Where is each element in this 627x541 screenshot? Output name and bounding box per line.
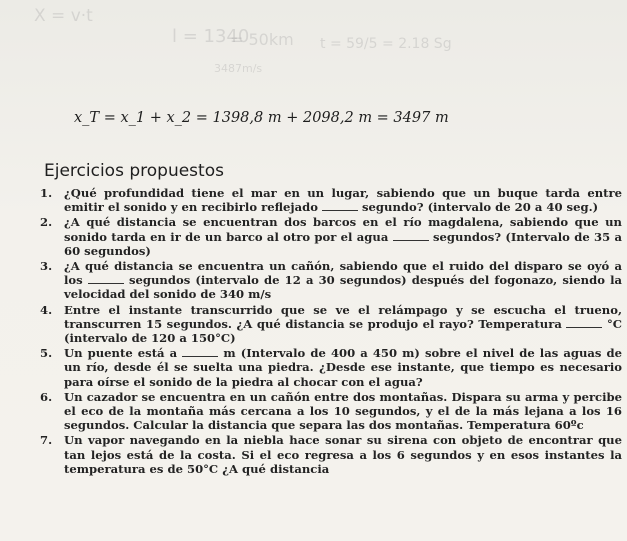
exercise-number: 4. <box>40 302 53 317</box>
ghost-note: X = v·t <box>34 6 93 26</box>
exercise-text: segundos? (Intervalo de 35 a 60 segundos) <box>64 229 622 258</box>
exercise-text: Un puente está a <box>64 346 178 361</box>
answer-blank <box>566 317 602 328</box>
exercise-number: 5. <box>40 346 53 361</box>
answer-blank <box>182 346 218 357</box>
exercise-list <box>40 186 622 477</box>
exercise-text: °C (intervalo de 120 a 150°C) <box>64 316 622 346</box>
answer-blank <box>322 200 358 211</box>
exercise-text: segundo? (intervalo de 20 a 40 seg.) <box>362 200 599 215</box>
ghost-note: l = 1340 <box>172 26 250 47</box>
section-title: Ejercicios propuestos <box>44 161 224 181</box>
ghost-note: t = 59/5 = 2.18 Sg <box>320 36 452 52</box>
exercise-item <box>40 346 622 389</box>
exercise-text: ¿A qué distancia se encuentran dos barcos en el río magdalena, sabiendo que un sonido tarda en ir de un barco al otro por el agua <box>64 215 622 244</box>
exercise-text: ¿Qué profundidad tiene el mar en un lugar, sabiendo que un buque tarda entre emitir el sonido y en recibirlo reflejado <box>64 186 622 215</box>
exercise-number: 2. <box>40 215 53 230</box>
exercise-text: ¿A qué distancia se encuentra un cañón, sabiendo que el ruido del disparo se oyó a los <box>64 259 622 288</box>
ghost-note: 3487m/s <box>214 62 263 75</box>
exercise-item <box>40 303 622 346</box>
exercise-text: segundos (intervalo de 12 a 30 segundos) después del fogonazo, siendo la velocidad del sonido de 340 m/s <box>64 273 622 302</box>
answer-blank <box>393 230 429 241</box>
exercise-item <box>40 390 622 433</box>
exercise-text: Un cazador se encuentra en un cañón entre dos montañas. Dispara su arma y percibe el eco de la montaña más cercana a los 10 segundos, y el de la más lejana a los 16 segundos. Calcular la distancia que separa las dos montañas. Temperatura 60ºc <box>64 389 622 433</box>
exercise-text: m (Intervalo de 400 a 450 m) sobre el nivel de las aguas de un río, desde él se suelta una piedra. ¿Desde ese instante, que tiempo es necesario para oírse el sonido de la piedra al chocar con el agua? <box>64 346 622 389</box>
exercise-item <box>40 186 622 214</box>
exercise-text: Entre el instante transcurrido que se ve el relámpago y se escucha el trueno, transcurren 15 segundos. ¿A qué distancia se produjo el rayo? Temperatura <box>64 302 622 331</box>
exercise-item <box>40 259 622 302</box>
exercise-text: Un vapor navegando en la niebla hace sonar su sirena con objeto de encontrar que tan lejos está de la costa. Si el eco regresa a los 6 segundos y en esos instantes la temperatura es de 50°C ¿A qué distancia <box>64 433 622 476</box>
exercise-number: 7. <box>40 433 53 448</box>
exercise-item <box>40 215 622 258</box>
exercise-item <box>40 433 622 476</box>
exercise-number: 6. <box>40 389 53 404</box>
ghost-note: = 50km <box>230 30 294 49</box>
total-distance-formula: x_T = x_1 + x_2 = 1398,8 m + 2098,2 m = 3497 m <box>74 110 449 126</box>
exercise-number: 3. <box>40 259 53 274</box>
exercise-number: 1. <box>40 186 53 200</box>
answer-blank <box>88 273 124 284</box>
